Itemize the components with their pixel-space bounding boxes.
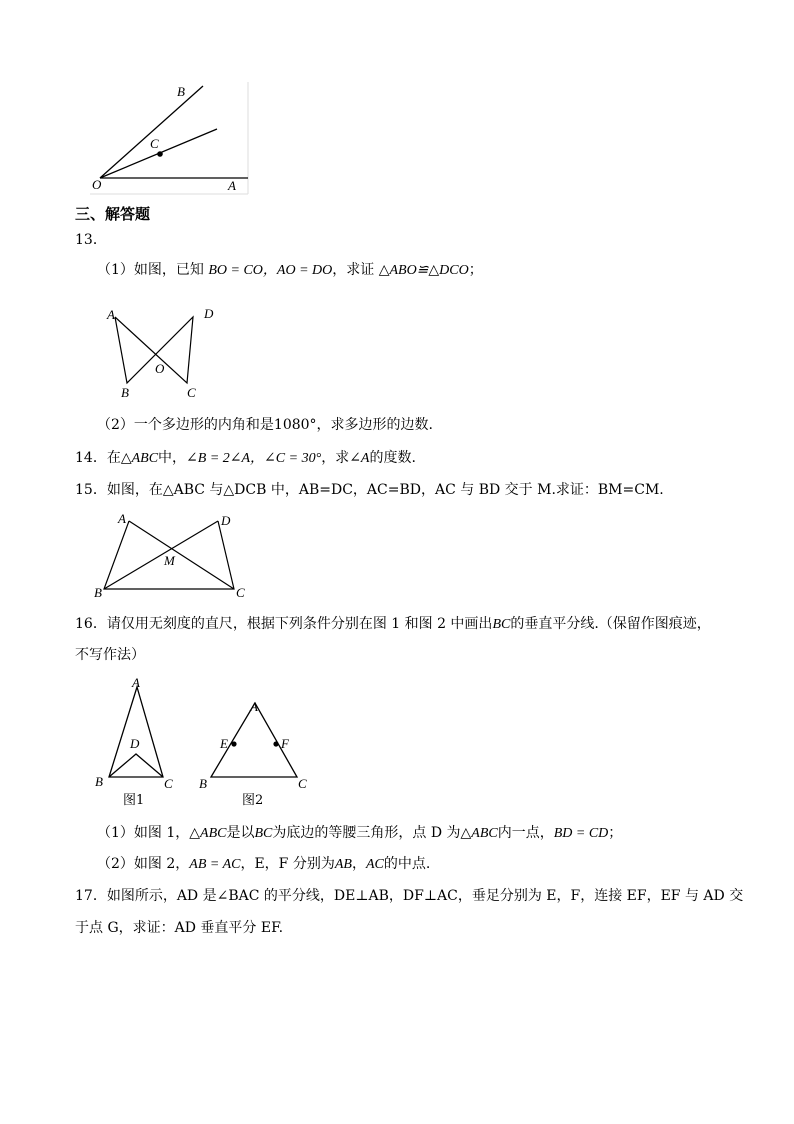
label-a: A [228, 178, 236, 193]
label-b: B [121, 385, 129, 400]
crossed-quad-figure [92, 511, 262, 601]
bowtie-figure [103, 305, 233, 405]
label-m: M [164, 553, 175, 568]
q14-text: 14．在△ABC中，∠B = 2∠A，∠C = 30°，求∠A的度数. [75, 450, 416, 466]
label-f: F [281, 736, 289, 751]
angle-figure [90, 82, 250, 197]
label-d: D [130, 736, 140, 751]
figure-1 [93, 675, 183, 808]
section-title: 三、解答题 [75, 205, 151, 223]
label-b: B [94, 585, 102, 600]
label-b: B [199, 776, 207, 791]
q16-part1: （1）如图 1，△ABC是以BC为底边的等腰三角形，点 D 为△ABC内一点，BD = CD； [97, 825, 623, 841]
q16-line2: 不写作法） [75, 647, 145, 663]
label-c: C [164, 776, 173, 791]
figure-2 [196, 675, 316, 808]
label-b: B [95, 774, 103, 789]
point-f [273, 741, 278, 746]
q16-part2: （2）如图 2，AB = AC，E，F 分别为AB，AC的中点. [97, 856, 431, 872]
label-c: C [150, 136, 159, 151]
label-c: C [298, 776, 307, 791]
label-a: A [250, 699, 258, 714]
point-e [231, 741, 236, 746]
label-a: A [118, 511, 126, 526]
q13-part2: （2）一个多边形的内角和是1080°，求多边形的边数. [97, 417, 433, 433]
label-a: A [107, 307, 115, 322]
label-b: B [177, 84, 185, 99]
label-c: C [236, 585, 245, 600]
label-a: A [132, 675, 140, 690]
caption-fig1: 图1 [123, 793, 145, 808]
label-d: D [204, 306, 214, 321]
q16-line1: 16．请仅用无刻度的直尺，根据下列条件分别在图 1 和图 2 中画出BC的垂直平分线.（保留作图痕迹， [75, 616, 711, 632]
q15-text: 15．如图，在△ABC 与△DCB 中，AB=DC，AC=BD，AC 与 BD 交于 M.求证：BM=CM. [75, 482, 664, 498]
label-o: O [155, 361, 165, 376]
q17-line1: 17．如图所示，AD 是∠BAC 的平分线，DE⊥AB，DF⊥AC，垂足分别为 E，F，连接 EF，EF 与 AD 交 [75, 888, 744, 904]
point-c [157, 151, 163, 157]
q13-part1: （1）如图，已知 BO = CO，AO = DO，求证 △ABO≌△DCO； [97, 262, 483, 278]
label-d: D [221, 513, 231, 528]
q17-line2: 于点 G，求证：AD 垂直平分 EF. [75, 920, 284, 936]
q13-number: 13． [75, 232, 107, 248]
caption-fig2: 图2 [242, 793, 264, 808]
label-c: C [187, 385, 196, 400]
label-e: E [220, 736, 228, 751]
label-o: O [92, 177, 102, 192]
ray-ob [100, 86, 203, 178]
